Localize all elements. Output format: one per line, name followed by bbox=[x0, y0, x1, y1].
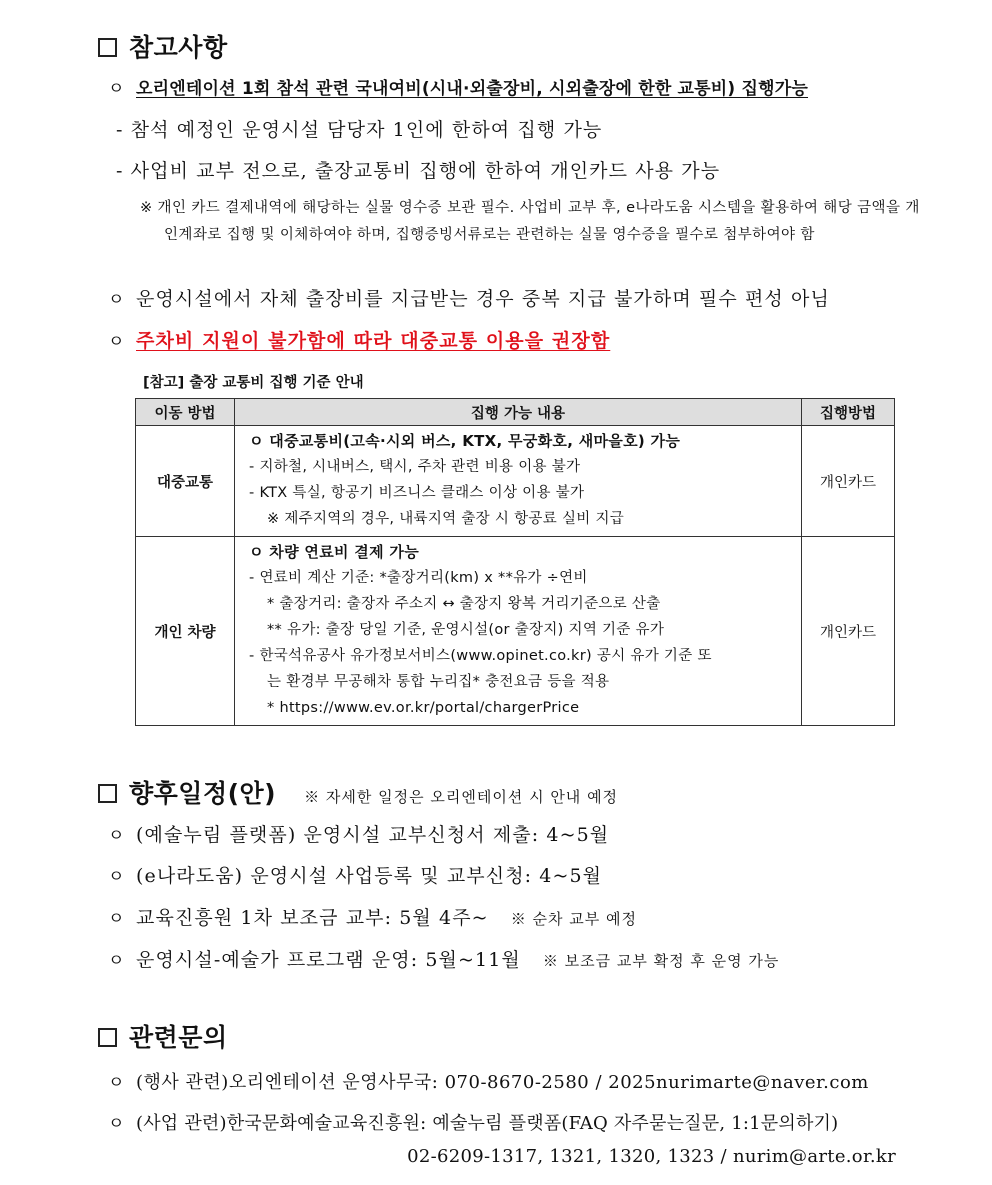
row-content bbox=[235, 537, 802, 726]
row-line: 는 환경부 무공해차 통합 누리집* 충전요금 등을 적용 bbox=[267, 674, 610, 690]
notes-item-1-text: 오리엔테이션 1회 참석 관련 국내여비(시내·외출장비, 시외출장에 한한 교통비) 집행가능 bbox=[136, 79, 809, 99]
notes-item-1 bbox=[108, 74, 808, 99]
section-title-notes bbox=[98, 28, 228, 64]
notes-item-2-text: 운영시설에서 자체 출장비를 지급받는 경우 중복 지급 불가하며 필수 편성 아님 bbox=[136, 288, 830, 310]
schedule-item bbox=[108, 820, 609, 847]
contact-item-2-text: (사업 관련)한국문화예술교육진흥원: 예술누림 플랫폼(FAQ 자주묻는질문, 1:1문의하기) bbox=[136, 1113, 839, 1134]
schedule-item-note: ※ 보조금 교부 확정 후 운영 가능 bbox=[542, 952, 780, 970]
bullet-icon: ㅇ bbox=[108, 951, 126, 971]
section-title-text: 관련문의 bbox=[129, 1023, 228, 1052]
row-line: - KTX 특실, 항공기 비즈니스 클래스 이상 이용 불가 bbox=[249, 485, 585, 501]
row-method: 개인 차량 bbox=[136, 537, 235, 726]
section-title-text: 향후일정(안) bbox=[129, 779, 277, 808]
header-content: 집행 가능 내용 bbox=[235, 399, 802, 426]
row-payment: 개인카드 bbox=[802, 426, 895, 537]
header-payment: 집행방법 bbox=[802, 399, 895, 426]
bullet-icon: ㅇ bbox=[108, 332, 126, 352]
bullet-icon: ㅇ bbox=[108, 290, 126, 310]
bullet-icon: ㅇ bbox=[108, 1114, 125, 1134]
notes-item-2 bbox=[108, 284, 830, 311]
row-line: ㅇ 차량 연료비 결제 가능 bbox=[249, 543, 419, 561]
contact-item-1-text: (행사 관련)오리엔테이션 운영사무국: 070-8670-2580 / 2025nurimarte@naver.com bbox=[136, 1072, 869, 1093]
table-row bbox=[136, 426, 895, 537]
row-payment: 개인카드 bbox=[802, 537, 895, 726]
bullet-icon: ㅇ bbox=[108, 909, 126, 929]
contact-item-2-phone: 02-6209-1317, 1321, 1320, 1323 / nurim@arte.or.kr bbox=[407, 1146, 896, 1167]
notes-item-3 bbox=[108, 326, 610, 353]
bullet-icon: ㅇ bbox=[108, 867, 126, 887]
bullet-icon: ㅇ bbox=[108, 1073, 125, 1093]
contact-item-2 bbox=[108, 1109, 838, 1135]
table-row bbox=[136, 537, 895, 726]
table-caption: [참고] 출장 교통비 집행 기준 안내 bbox=[143, 375, 364, 391]
row-line: - 한국석유공사 유가정보서비스(www.opinet.co.kr) 공시 유가 기준 또 bbox=[249, 648, 712, 664]
bullet-icon: ㅇ bbox=[108, 79, 125, 99]
schedule-item-text: (예술누림 플랫폼) 운영시설 교부신청서 제출: 4~5월 bbox=[136, 824, 610, 846]
row-line: ㅇ 대중교통비(고속·시외 버스, KTX, 무궁화호, 새마을호) 가능 bbox=[249, 432, 681, 450]
row-line: - 지하철, 시내버스, 택시, 주차 관련 비용 이용 불가 bbox=[249, 459, 581, 475]
parking-warning: 주차비 지원이 불가함에 따라 대중교통 이용을 권장함 bbox=[136, 330, 611, 352]
row-line: ※ 제주지역의 경우, 내륙지역 출장 시 항공료 실비 지급 bbox=[267, 511, 625, 527]
receipt-note: ※ 개인 카드 결제내역에 해당하는 실물 영수증 보관 필수. 사업비 교부 후, e나라도움 시스템을 활용하여 해당 금액을 개인계좌로 집행 및 이체하여야 하며, 집행증빙서류로는 관련하는 실물 영수증을 필수로 첨부하여야 함 bbox=[140, 200, 920, 243]
contact-item-1 bbox=[108, 1068, 869, 1094]
header-method: 이동 방법 bbox=[136, 399, 235, 426]
travel-expense-table bbox=[135, 398, 895, 726]
checkbox-square-icon bbox=[98, 784, 117, 803]
checkbox-square-icon bbox=[98, 1028, 117, 1047]
schedule-item-text: (e나라도움) 운영시설 사업등록 및 교부신청: 4~5월 bbox=[136, 865, 603, 887]
section-title-text: 참고사항 bbox=[129, 33, 228, 62]
row-line: - 연료비 계산 기준: *출장거리(km) x **유가 ÷연비 bbox=[249, 570, 588, 586]
section-title-contact bbox=[98, 1018, 228, 1054]
row-content bbox=[235, 426, 802, 537]
table-header-row bbox=[136, 399, 895, 426]
schedule-item bbox=[108, 861, 602, 888]
schedule-item-text: 운영시설-예술가 프로그램 운영: 5월~11월 bbox=[136, 949, 521, 971]
schedule-item-text: 교육진흥원 1차 보조금 교부: 5월 4주~ bbox=[136, 907, 489, 929]
row-method: 대중교통 bbox=[136, 426, 235, 537]
schedule-item-note: ※ 순차 교부 예정 bbox=[510, 910, 637, 928]
notes-detail-1: - 참석 예정인 운영시설 담당자 1인에 한하여 집행 가능 bbox=[116, 119, 603, 141]
row-line: ** 유가: 출장 당일 기준, 운영시설(or 출장지) 지역 기준 유가 bbox=[267, 622, 665, 638]
schedule-item bbox=[108, 945, 779, 972]
row-line: * https://www.ev.or.kr/portal/chargerPrice bbox=[267, 700, 580, 716]
schedule-side-note: ※ 자세한 일정은 오리엔테이션 시 안내 예정 bbox=[304, 788, 619, 806]
schedule-item bbox=[108, 903, 637, 930]
notes-detail-2: - 사업비 교부 전으로, 출장교통비 집행에 한하여 개인카드 사용 가능 bbox=[116, 160, 721, 182]
row-line: * 출장거리: 출장자 주소지 ↔ 출장지 왕복 거리기준으로 산출 bbox=[267, 596, 661, 612]
bullet-icon: ㅇ bbox=[108, 826, 126, 846]
section-title-schedule bbox=[98, 774, 618, 810]
checkbox-square-icon bbox=[98, 38, 117, 57]
